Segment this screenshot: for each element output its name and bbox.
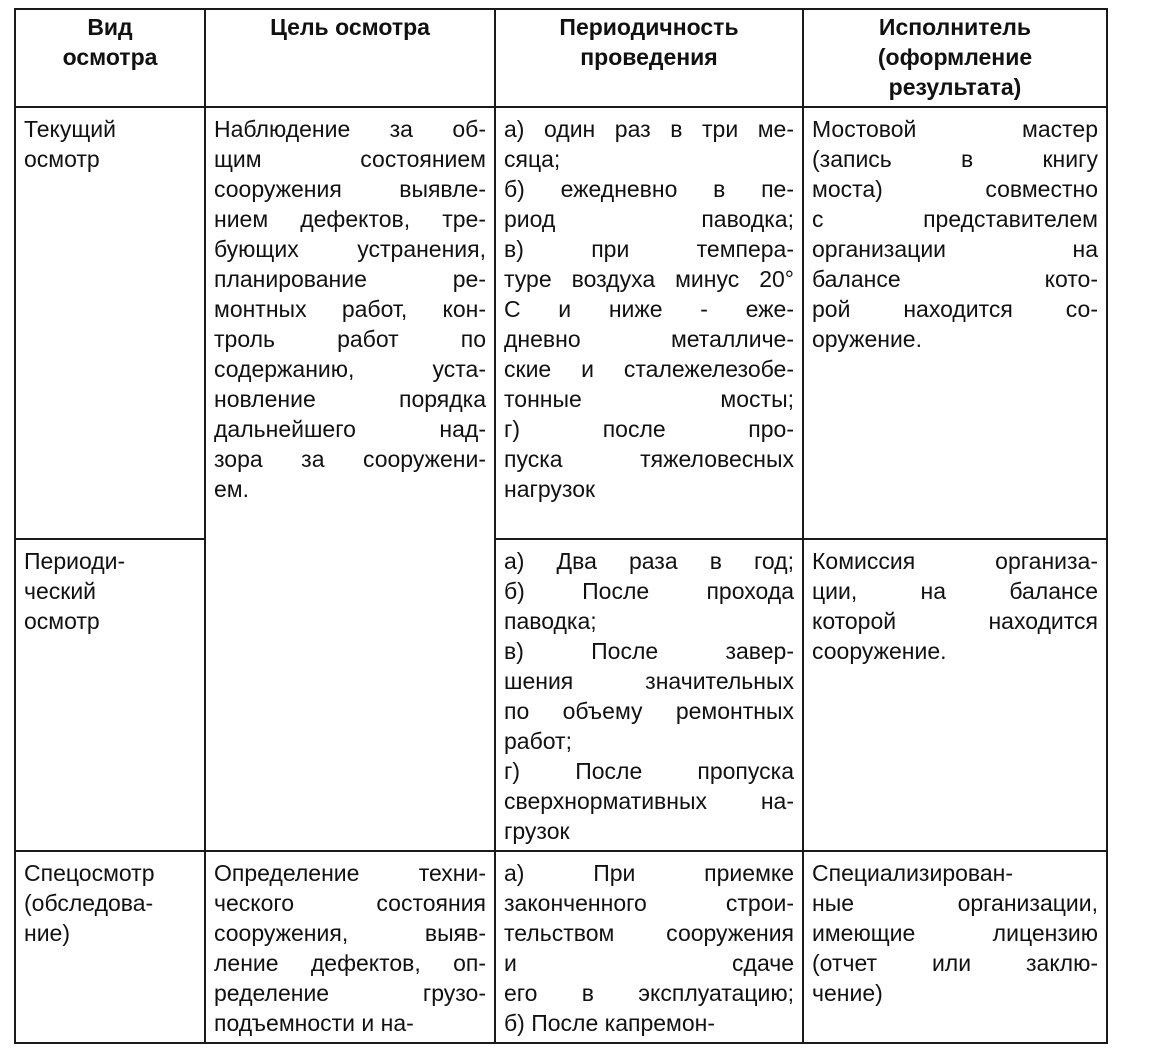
cell-goal-special <box>205 851 495 1043</box>
header-periodicity <box>495 9 803 107</box>
text-line: (запись в книгу <box>812 146 1098 172</box>
text-line: Спецосмотр <box>24 860 155 886</box>
text-line: монтных работ, кон- <box>214 296 486 322</box>
text-line: осмотр <box>24 608 100 634</box>
text-line: осмотр <box>24 146 100 172</box>
text-line: бующих устранения, <box>214 236 486 262</box>
cell-period-periodic <box>495 539 803 851</box>
table-row <box>15 851 1107 1043</box>
text-line: организации на <box>812 236 1098 262</box>
text-line: Текущий <box>24 116 116 142</box>
text-line: результата) <box>888 74 1022 100</box>
text-line: содержанию, уста- <box>214 356 486 382</box>
cell-type-current <box>15 107 205 539</box>
text-line: Комиссия организа- <box>812 548 1098 574</box>
text-line: пуска тяжеловесных <box>504 446 794 472</box>
text-line: грузок <box>504 818 570 844</box>
text-line: паводка; <box>504 608 597 634</box>
text-line: ские и сталежелезобе- <box>504 356 794 382</box>
text-line: С и ниже - еже- <box>504 296 794 322</box>
text-line: риод паводка; <box>504 206 794 232</box>
text-line: ем. <box>214 476 249 502</box>
table-row <box>15 539 1107 851</box>
text-line: сооружение. <box>812 638 947 664</box>
text-line: моста) совместно <box>812 176 1098 202</box>
text-line: рой находится со- <box>812 296 1098 322</box>
header-inspection-goal <box>205 9 495 107</box>
text-line: новление порядка <box>214 386 486 412</box>
text-line: (отчет или заклю- <box>812 950 1098 976</box>
text-line: сооружения, выяв- <box>214 920 486 946</box>
cell-period-current <box>495 107 803 539</box>
text-line: с представителем <box>812 206 1098 232</box>
table-header-row <box>15 9 1107 107</box>
text-line: ределение грузо- <box>214 980 486 1006</box>
text-line: которой находится <box>812 608 1098 634</box>
text-line: нагрузок <box>504 476 596 502</box>
cell-type-periodic <box>15 539 205 851</box>
text-line: шения значительных <box>504 668 794 694</box>
text-line: подъемности и на- <box>214 1010 414 1036</box>
document-page <box>14 8 1106 1036</box>
text-line: Периодичность <box>559 14 739 40</box>
cell-period-special <box>495 851 803 1043</box>
text-line: Периоди- <box>24 548 126 574</box>
text-line: Вид <box>87 14 133 40</box>
text-line: Определение техни- <box>214 860 486 886</box>
text-line: и сдаче <box>504 950 794 976</box>
text-line: ческого состояния <box>214 890 486 916</box>
inspection-table <box>14 8 1108 1044</box>
cell-executor-special <box>803 851 1107 1043</box>
text-line: г) после про- <box>504 416 794 442</box>
text-line: Наблюдение за об- <box>214 116 486 142</box>
text-line: сверхнормативных на- <box>504 788 794 814</box>
cell-executor-periodic <box>803 539 1107 851</box>
text-line: зора за сооружени- <box>214 446 486 472</box>
text-line: законченного строи- <box>504 890 794 916</box>
text-line: оружение. <box>812 326 922 352</box>
text-line: тельством сооружения <box>504 920 794 946</box>
text-line: проведения <box>580 44 718 70</box>
text-line: ческий <box>24 578 97 604</box>
text-line: планирование ре- <box>214 266 486 292</box>
text-line: дневно металличе- <box>504 326 794 352</box>
text-line: (оформление <box>877 44 1033 70</box>
text-line: по объему ремонтных <box>504 698 794 724</box>
text-line: ные организации, <box>812 890 1098 916</box>
text-line: а) один раз в три ме- <box>504 116 794 142</box>
text-line: сооружения выявле- <box>214 176 486 202</box>
text-line: Цель осмотра <box>270 14 430 40</box>
text-line: туре воздуха минус 20° <box>504 266 794 292</box>
text-line: в) при темпера- <box>504 236 794 262</box>
text-line: г) После пропуска <box>504 758 794 784</box>
text-line: щим состоянием <box>214 146 486 172</box>
cell-executor-current <box>803 107 1107 539</box>
text-line: осмотра <box>62 44 158 70</box>
text-line: троль работ по <box>214 326 486 352</box>
text-line: Исполнитель <box>878 14 1032 40</box>
header-executor <box>803 9 1107 107</box>
text-line: работ; <box>504 728 572 754</box>
text-line: ции, на балансе <box>812 578 1098 604</box>
text-line: Мостовой мастер <box>812 116 1098 142</box>
text-line: сяца; <box>504 146 561 172</box>
text-line: балансе кото- <box>812 266 1098 292</box>
text-line: нием дефектов, тре- <box>214 206 486 232</box>
text-line: б) ежедневно в пе- <box>504 176 794 202</box>
text-line: Специализирован- <box>812 860 1014 886</box>
text-line: тонные мосты; <box>504 386 794 412</box>
header-inspection-type <box>15 9 205 107</box>
table-row <box>15 107 1107 539</box>
text-line: в) После завер- <box>504 638 794 664</box>
text-line: ние) <box>24 920 70 946</box>
text-line: б) После прохода <box>504 578 794 604</box>
text-line: (обследова- <box>24 890 154 916</box>
text-line: ление дефектов, оп- <box>214 950 486 976</box>
text-line: б) После капремон- <box>504 1010 716 1036</box>
text-line: а) При приемке <box>504 860 794 886</box>
text-line: его в эксплуатацию; <box>504 980 794 1006</box>
text-line: чение) <box>812 980 883 1006</box>
text-line: имеющие лицензию <box>812 920 1098 946</box>
text-line: дальнейшего над- <box>214 416 486 442</box>
cell-type-special <box>15 851 205 1043</box>
cell-goal-current <box>205 107 495 851</box>
text-line: а) Два раза в год; <box>504 548 794 574</box>
